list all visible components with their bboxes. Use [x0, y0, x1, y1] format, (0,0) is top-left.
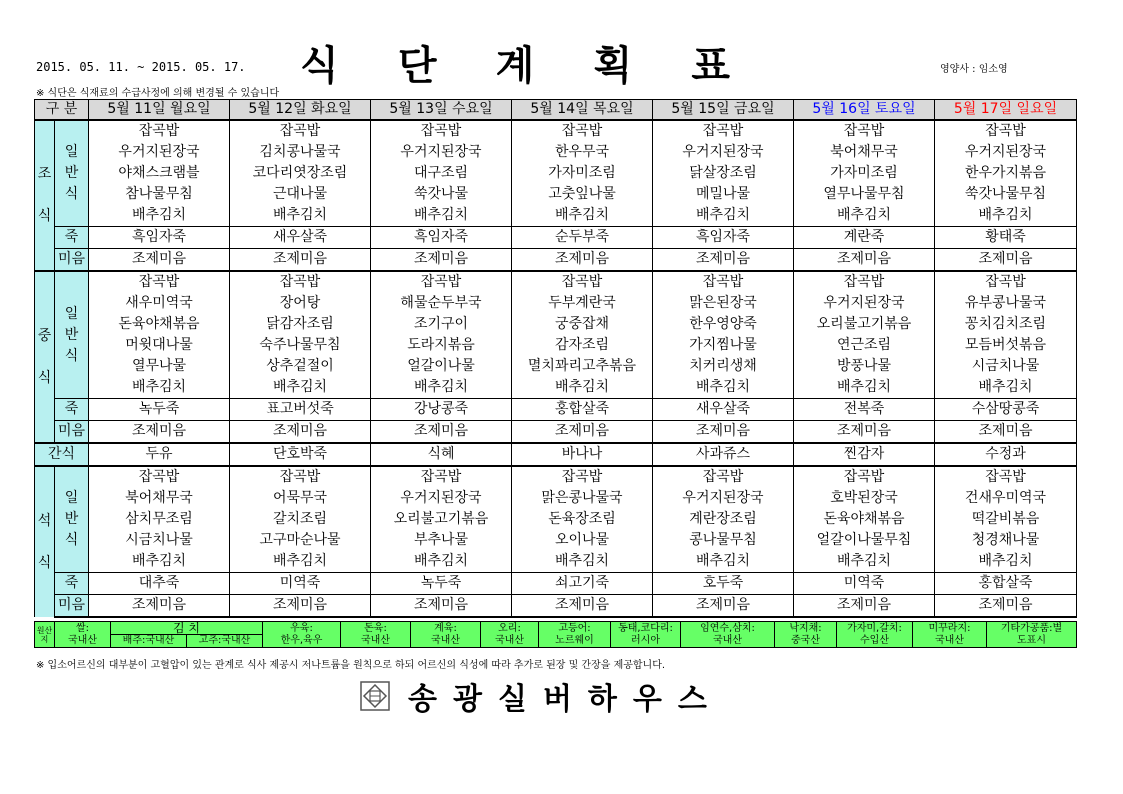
menu-row [35, 551, 1077, 573]
menu-row [35, 314, 1077, 335]
menu-item: 배추김치 [230, 205, 371, 227]
menu-item: 잡곡밥 [371, 271, 512, 293]
menu-item: 감자조림 [512, 335, 653, 356]
menu-item: 배추김치 [89, 377, 230, 399]
menu-item: 잡곡밥 [512, 466, 653, 488]
menu-item: 배추김치 [935, 551, 1077, 573]
snack-item: 수정과 [935, 443, 1077, 466]
menu-item: 근대나물 [230, 184, 371, 205]
rice-gruel-item: 조제미음 [512, 595, 653, 618]
menu-item: 얼갈이나물무침 [794, 530, 935, 551]
meal-label-dinner: 석 식 [35, 466, 55, 617]
menu-item: 배추김치 [794, 377, 935, 399]
rice-gruel-item: 조제미음 [89, 421, 230, 444]
rice-gruel-item: 조제미음 [653, 595, 794, 618]
menu-row [35, 377, 1077, 399]
origin-duck: 오리: 국내산 [481, 622, 539, 648]
snack-item: 단호박죽 [230, 443, 371, 466]
facility-logo-icon [360, 681, 390, 711]
porridge-item: 쇠고기죽 [512, 573, 653, 595]
menu-item: 얼갈이나물 [371, 356, 512, 377]
menu-row [35, 142, 1077, 163]
porridge-item: 황태죽 [935, 227, 1077, 249]
menu-item: 조기구이 [371, 314, 512, 335]
menu-item: 계란장조림 [653, 509, 794, 530]
menu-row [35, 184, 1077, 205]
menu-item: 배추김치 [89, 551, 230, 573]
menu-item: 청경채나물 [935, 530, 1077, 551]
menu-item: 어묵무국 [230, 488, 371, 509]
top-note: ※ 식단은 식재료의 수급사정에 의해 변경될 수 있습니다 [36, 88, 280, 99]
menu-table [34, 99, 1077, 618]
menu-item: 우거지된장국 [89, 142, 230, 163]
rice-gruel-item: 조제미음 [794, 421, 935, 444]
porridge-item: 계란죽 [794, 227, 935, 249]
menu-row [35, 466, 1077, 488]
menu-item: 두부계란국 [512, 293, 653, 314]
menu-row [35, 163, 1077, 184]
origin-pork: 돈육: 국내산 [341, 622, 411, 648]
menu-item: 호박된장국 [794, 488, 935, 509]
snack-item: 사과쥬스 [653, 443, 794, 466]
porridge-item: 녹두죽 [89, 399, 230, 421]
facility-name: 송광실버하우스 [408, 682, 723, 717]
snack-row [35, 443, 1077, 466]
origin-label: 원산지 [35, 622, 55, 648]
menu-item: 한우무국 [512, 142, 653, 163]
menu-item: 고춧잎나물 [512, 184, 653, 205]
menu-item: 꽁치김치조림 [935, 314, 1077, 335]
menu-item: 잡곡밥 [794, 120, 935, 142]
menu-item: 코다리엿장조림 [230, 163, 371, 184]
origin-table [34, 621, 1077, 648]
menu-item: 우거지된장국 [794, 293, 935, 314]
porridge-item: 흑임자죽 [653, 227, 794, 249]
day-header: 5월 15일 금요일 [653, 100, 794, 121]
menu-item: 궁중잡채 [512, 314, 653, 335]
snack-item: 바나나 [512, 443, 653, 466]
menu-item: 우거지된장국 [371, 142, 512, 163]
menu-row [35, 120, 1077, 142]
menu-item: 잡곡밥 [371, 120, 512, 142]
menu-item: 배추김치 [371, 205, 512, 227]
menu-item: 가지찜나물 [653, 335, 794, 356]
title-char: 획 [593, 43, 633, 89]
rice-gruel-label: 미음 [55, 249, 89, 272]
menu-item: 메밀나물 [653, 184, 794, 205]
title-char: 단 [397, 43, 437, 89]
menu-item: 고구마순나물 [230, 530, 371, 551]
origin-misc1: 임연수,삼치: 국내산 [681, 622, 775, 648]
rice-gruel-row [35, 249, 1077, 272]
menu-item: 방풍나물 [794, 356, 935, 377]
rice-gruel-label: 미음 [55, 421, 89, 444]
rice-gruel-item: 조제미음 [935, 595, 1077, 618]
page-title [300, 34, 730, 91]
porridge-item: 미역죽 [794, 573, 935, 595]
menu-item: 장어탕 [230, 293, 371, 314]
general-diet-label: 일 반 식 [55, 271, 89, 399]
menu-item: 잡곡밥 [89, 271, 230, 293]
snack-item: 두유 [89, 443, 230, 466]
porridge-item: 홍합살죽 [935, 573, 1077, 595]
menu-item: 닭감자조림 [230, 314, 371, 335]
menu-item: 한우가지볶음 [935, 163, 1077, 184]
menu-item: 돈육야채볶음 [794, 509, 935, 530]
rice-gruel-item: 조제미음 [935, 421, 1077, 444]
menu-item: 열무나물 [89, 356, 230, 377]
menu-item: 배추김치 [512, 205, 653, 227]
origin-chicken: 계육: 국내산 [411, 622, 481, 648]
meal-label-lunch: 중 식 [35, 271, 55, 443]
menu-item: 북어채무국 [794, 142, 935, 163]
menu-item: 잡곡밥 [89, 120, 230, 142]
menu-item: 배추김치 [794, 205, 935, 227]
rice-gruel-item: 조제미음 [794, 249, 935, 272]
menu-item: 열무나물무침 [794, 184, 935, 205]
menu-item: 맑은된장국 [653, 293, 794, 314]
porridge-label: 죽 [55, 227, 89, 249]
rice-gruel-item: 조제미음 [794, 595, 935, 618]
day-header-saturday: 5월 16일 토요일 [794, 100, 935, 121]
menu-item: 맑은콩나물국 [512, 488, 653, 509]
menu-item: 숙주나물무침 [230, 335, 371, 356]
menu-item: 참나물무침 [89, 184, 230, 205]
menu-item: 잡곡밥 [653, 120, 794, 142]
menu-item: 배추김치 [230, 377, 371, 399]
rice-gruel-item: 조제미음 [89, 595, 230, 618]
rice-gruel-item: 조제미음 [371, 421, 512, 444]
menu-row [35, 509, 1077, 530]
origin-kimchi-pepper: 고추:국내산 [187, 635, 263, 648]
menu-item: 배추김치 [89, 205, 230, 227]
menu-item: 콩나물무침 [653, 530, 794, 551]
menu-item: 우거지된장국 [653, 142, 794, 163]
dietitian-name: 영양사 : 임소영 [940, 64, 1008, 75]
rice-gruel-item: 조제미음 [371, 595, 512, 618]
porridge-row [35, 399, 1077, 421]
menu-item: 떡갈비볶음 [935, 509, 1077, 530]
menu-item: 우거지된장국 [653, 488, 794, 509]
porridge-row [35, 227, 1077, 249]
origin-beef: 우육: 한우,육우 [263, 622, 341, 648]
menu-row [35, 356, 1077, 377]
origin-kimchi-cabbage: 배추:국내산 [111, 635, 187, 648]
menu-item: 잡곡밥 [653, 271, 794, 293]
menu-item: 닭살장조림 [653, 163, 794, 184]
menu-item: 배추김치 [371, 551, 512, 573]
porridge-item: 새우살죽 [230, 227, 371, 249]
menu-item: 배추김치 [935, 377, 1077, 399]
menu-item: 쑥갓나물무침 [935, 184, 1077, 205]
menu-item: 잡곡밥 [230, 120, 371, 142]
rice-gruel-label: 미음 [55, 595, 89, 618]
menu-item: 시금치나물 [935, 356, 1077, 377]
menu-item: 돈육장조림 [512, 509, 653, 530]
footer [360, 676, 723, 716]
header-row [35, 100, 1077, 121]
porridge-item: 흑임자죽 [89, 227, 230, 249]
rice-gruel-item: 조제미음 [230, 249, 371, 272]
menu-item: 야채스크램블 [89, 163, 230, 184]
title-char: 식 [300, 43, 339, 89]
menu-item: 돈육야채볶음 [89, 314, 230, 335]
porridge-item: 대추죽 [89, 573, 230, 595]
menu-item: 우거지된장국 [371, 488, 512, 509]
menu-item: 한우영양죽 [653, 314, 794, 335]
porridge-item: 표고버섯죽 [230, 399, 371, 421]
menu-item: 잡곡밥 [230, 271, 371, 293]
menu-item: 배추김치 [794, 551, 935, 573]
porridge-item: 전복죽 [794, 399, 935, 421]
porridge-item: 흑임자죽 [371, 227, 512, 249]
corner-header: 구 분 [35, 100, 89, 121]
menu-item: 잡곡밥 [935, 466, 1077, 488]
menu-item: 잡곡밥 [653, 466, 794, 488]
menu-item: 잡곡밥 [794, 271, 935, 293]
origin-misc2: 가자미,갈치: 수입산 [837, 622, 913, 648]
day-header: 5월 11일 월요일 [89, 100, 230, 121]
menu-item: 김치콩나물국 [230, 142, 371, 163]
menu-item: 쑥갓나물 [371, 184, 512, 205]
menu-item: 삼치무조림 [89, 509, 230, 530]
menu-item: 도라지볶음 [371, 335, 512, 356]
menu-item: 머윗대나물 [89, 335, 230, 356]
general-diet-label: 일 반 식 [55, 120, 89, 227]
menu-item: 배추김치 [512, 377, 653, 399]
menu-item: 연근조림 [794, 335, 935, 356]
day-header: 5월 12일 화요일 [230, 100, 371, 121]
menu-item: 갈치조림 [230, 509, 371, 530]
menu-row [35, 530, 1077, 551]
porridge-item: 순두부죽 [512, 227, 653, 249]
menu-item: 북어채무국 [89, 488, 230, 509]
rice-gruel-item: 조제미음 [935, 249, 1077, 272]
menu-row [35, 488, 1077, 509]
snack-item: 식혜 [371, 443, 512, 466]
menu-item: 우거지된장국 [935, 142, 1077, 163]
snack-item: 찐감자 [794, 443, 935, 466]
origin-pollock: 동태,코다리: 러시아 [611, 622, 681, 648]
menu-item: 잡곡밥 [89, 466, 230, 488]
menu-item: 배추김치 [653, 551, 794, 573]
menu-item: 잡곡밥 [935, 271, 1077, 293]
menu-item: 오이나물 [512, 530, 653, 551]
menu-item: 오리불고기볶음 [371, 509, 512, 530]
menu-item: 멸치꽈리고추볶음 [512, 356, 653, 377]
day-header: 5월 13일 수요일 [371, 100, 512, 121]
rice-gruel-item: 조제미음 [512, 249, 653, 272]
menu-item: 잡곡밥 [512, 120, 653, 142]
porridge-row [35, 573, 1077, 595]
rice-gruel-item: 조제미음 [89, 249, 230, 272]
menu-item: 부추나물 [371, 530, 512, 551]
menu-item: 유부콩나물국 [935, 293, 1077, 314]
menu-item: 상추겉절이 [230, 356, 371, 377]
menu-item: 모듬버섯볶음 [935, 335, 1077, 356]
porridge-item: 수삼땅콩죽 [935, 399, 1077, 421]
snack-label: 간식 [35, 443, 89, 466]
menu-row [35, 205, 1077, 227]
rice-gruel-row [35, 595, 1077, 618]
porridge-item: 강낭콩죽 [371, 399, 512, 421]
menu-item: 가자미조림 [794, 163, 935, 184]
menu-item: 잡곡밥 [935, 120, 1077, 142]
origin-rice: 쌀: 국내산 [55, 622, 111, 648]
menu-item: 새우미역국 [89, 293, 230, 314]
origin-mackerel: 고등어: 노르웨이 [539, 622, 611, 648]
menu-item: 잡곡밥 [512, 271, 653, 293]
porridge-item: 녹두죽 [371, 573, 512, 595]
menu-item: 잡곡밥 [371, 466, 512, 488]
origin-misc3: 미꾸라지: 국내산 [913, 622, 987, 648]
menu-item: 배추김치 [935, 205, 1077, 227]
origin-octopus: 낙지채: 중국산 [775, 622, 837, 648]
day-header: 5월 14일 목요일 [512, 100, 653, 121]
rice-gruel-item: 조제미음 [371, 249, 512, 272]
menu-item: 대구조림 [371, 163, 512, 184]
day-header-sunday: 5월 17일 일요일 [935, 100, 1077, 121]
date-range: 2015. 05. 11. ~ 2015. 05. 17. [36, 60, 246, 74]
menu-item: 배추김치 [653, 377, 794, 399]
rice-gruel-row [35, 421, 1077, 444]
porridge-label: 죽 [55, 399, 89, 421]
rice-gruel-item: 조제미음 [230, 595, 371, 618]
rice-gruel-item: 조제미음 [653, 421, 794, 444]
menu-row [35, 335, 1077, 356]
rice-gruel-item: 조제미음 [230, 421, 371, 444]
menu-item: 오리불고기볶음 [794, 314, 935, 335]
origin-processed: 기타가공품:별 도표시 [987, 622, 1077, 648]
general-diet-label: 일 반 식 [55, 466, 89, 573]
menu-item: 배추김치 [653, 205, 794, 227]
menu-item: 해물순두부국 [371, 293, 512, 314]
menu-item: 시금치나물 [89, 530, 230, 551]
title-char: 계 [495, 43, 535, 89]
porridge-item: 호두죽 [653, 573, 794, 595]
rice-gruel-item: 조제미음 [653, 249, 794, 272]
porridge-item: 홍합살죽 [512, 399, 653, 421]
menu-item: 잡곡밥 [230, 466, 371, 488]
porridge-label: 죽 [55, 573, 89, 595]
rice-gruel-item: 조제미음 [512, 421, 653, 444]
menu-item: 건새우미역국 [935, 488, 1077, 509]
menu-item: 잡곡밥 [794, 466, 935, 488]
meal-label-breakfast: 조 식 [35, 120, 55, 271]
menu-item: 배추김치 [512, 551, 653, 573]
menu-item: 가자미조림 [512, 163, 653, 184]
porridge-item: 새우살죽 [653, 399, 794, 421]
origin-kimchi-title: 김 치 [111, 622, 263, 635]
bottom-note: ※ 입소어르신의 대부분이 고혈압이 있는 관계로 식사 제공시 저나트륨을 원칙으로 하되 어르신의 식성에 따라 추가로 된장 및 간장을 제공합니다. [36, 660, 666, 671]
menu-row [35, 293, 1077, 314]
title-char: 표 [691, 43, 730, 89]
menu-item: 치커리생채 [653, 356, 794, 377]
menu-item: 배추김치 [371, 377, 512, 399]
porridge-item: 미역죽 [230, 573, 371, 595]
menu-item: 배추김치 [230, 551, 371, 573]
menu-row [35, 271, 1077, 293]
